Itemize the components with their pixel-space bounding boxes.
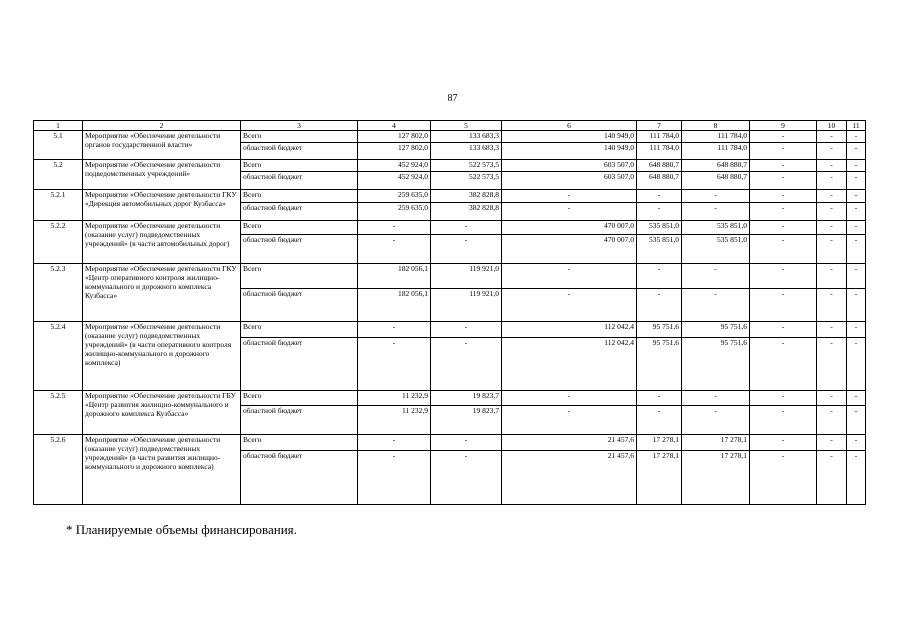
amount-cell: - xyxy=(502,203,637,221)
amount-cell: - xyxy=(750,190,817,203)
column-number: 8 xyxy=(682,121,750,131)
amount-cell: - xyxy=(431,338,502,391)
funding-source: областной бюджет xyxy=(241,143,358,160)
row-number: 5.2.2 xyxy=(34,221,83,264)
activity-name: Мероприятие «Обеспечение деятельности ГБУ «Центр развития жилищно-коммунального и дорожного комплекса Кузбасса» xyxy=(83,391,241,435)
amount-cell: - xyxy=(682,289,750,322)
amount-cell: - xyxy=(502,264,637,289)
amount-cell: - xyxy=(750,160,817,172)
amount-cell: 133 683,3 xyxy=(431,143,502,160)
amount-cell: 11 232,9 xyxy=(358,391,431,406)
amount-cell: - xyxy=(847,338,866,391)
activity-name: Мероприятие «Обеспечение деятельности ГКУ «Дирекция автомобильных дорог Кузбасса» xyxy=(83,190,241,221)
amount-cell: 382 828,8 xyxy=(431,203,502,221)
amount-cell: 17 278,1 xyxy=(637,451,682,505)
amount-cell: - xyxy=(358,221,431,235)
row-number: 5.2.3 xyxy=(34,264,83,322)
table-row xyxy=(34,190,866,203)
amount-cell: - xyxy=(431,322,502,338)
table-row xyxy=(34,435,866,451)
amount-cell: 140 949,0 xyxy=(502,143,637,160)
amount-cell: - xyxy=(817,338,847,391)
amount-cell: 21 457,6 xyxy=(502,435,637,451)
amount-cell: - xyxy=(817,451,847,505)
row-number: 5.2.4 xyxy=(34,322,83,391)
amount-cell: - xyxy=(847,131,866,143)
amount-cell: 95 751,6 xyxy=(682,338,750,391)
amount-cell: 112 042,4 xyxy=(502,338,637,391)
amount-cell: 127 802,0 xyxy=(358,131,431,143)
amount-cell: - xyxy=(847,289,866,322)
table-row xyxy=(34,221,866,235)
amount-cell: 535 851,0 xyxy=(682,235,750,264)
amount-cell: - xyxy=(817,203,847,221)
amount-cell: - xyxy=(502,190,637,203)
amount-cell: - xyxy=(847,235,866,264)
amount-cell: - xyxy=(637,289,682,322)
amount-cell: 648 880,7 xyxy=(637,160,682,172)
funding-source: областной бюджет xyxy=(241,172,358,190)
amount-cell: 19 823,7 xyxy=(431,391,502,406)
amount-cell: - xyxy=(847,221,866,235)
amount-cell: - xyxy=(431,235,502,264)
activity-name: Мероприятие «Обеспечение деятельности подведомственных учреждений» xyxy=(83,160,241,190)
amount-cell: - xyxy=(750,435,817,451)
table-body xyxy=(34,121,866,505)
column-number: 3 xyxy=(241,121,358,131)
amount-cell: - xyxy=(847,203,866,221)
row-number: 5.2 xyxy=(34,160,83,190)
funding-source: Всего xyxy=(241,221,358,235)
amount-cell: - xyxy=(358,322,431,338)
amount-cell: 133 683,3 xyxy=(431,131,502,143)
amount-cell: - xyxy=(750,322,817,338)
amount-cell: - xyxy=(750,172,817,190)
amount-cell: - xyxy=(750,143,817,160)
amount-cell: 95 751,6 xyxy=(637,322,682,338)
amount-cell: - xyxy=(750,203,817,221)
amount-cell: 182 056,1 xyxy=(358,264,431,289)
funding-source: Всего xyxy=(241,264,358,289)
amount-cell: 648 880,7 xyxy=(637,172,682,190)
amount-cell: - xyxy=(682,406,750,435)
amount-cell: 111 784,0 xyxy=(637,131,682,143)
funding-source: Всего xyxy=(241,190,358,203)
amount-cell: 535 851,0 xyxy=(682,221,750,235)
amount-cell: - xyxy=(817,289,847,322)
amount-cell: - xyxy=(750,235,817,264)
funding-source: Всего xyxy=(241,131,358,143)
funding-source: областной бюджет xyxy=(241,203,358,221)
amount-cell: - xyxy=(750,391,817,406)
amount-cell: 119 921,0 xyxy=(431,264,502,289)
amount-cell: - xyxy=(847,322,866,338)
amount-cell: - xyxy=(682,391,750,406)
table-row xyxy=(34,322,866,338)
amount-cell: - xyxy=(750,221,817,235)
amount-cell: - xyxy=(358,435,431,451)
column-number: 4 xyxy=(358,121,431,131)
amount-cell: 382 828,8 xyxy=(431,190,502,203)
amount-cell: 111 784,0 xyxy=(682,131,750,143)
amount-cell: - xyxy=(682,264,750,289)
amount-cell: 452 924,0 xyxy=(358,160,431,172)
amount-cell: - xyxy=(817,435,847,451)
row-number: 5.2.1 xyxy=(34,190,83,221)
row-number: 5.2.5 xyxy=(34,391,83,435)
amount-cell: 111 784,0 xyxy=(637,143,682,160)
amount-cell: 111 784,0 xyxy=(682,143,750,160)
funding-source: Всего xyxy=(241,160,358,172)
amount-cell: - xyxy=(847,391,866,406)
amount-cell: - xyxy=(817,221,847,235)
activity-name: Мероприятие «Обеспечение деятельности (оказание услуг) подведомственных учреждений» (в части автомобильных дорог) xyxy=(83,221,241,264)
amount-cell: 522 573,5 xyxy=(431,160,502,172)
amount-cell: 470 007,0 xyxy=(502,235,637,264)
amount-cell: - xyxy=(750,264,817,289)
column-number: 11 xyxy=(847,121,866,131)
column-number: 2 xyxy=(83,121,241,131)
activity-name: Мероприятие «Обеспечение деятельности ГКУ «Центр оперативного контроля жилищно-коммунального и дорожного комплекса Кузбасса» xyxy=(83,264,241,322)
amount-cell: 140 949,0 xyxy=(502,131,637,143)
page-number: 87 xyxy=(447,93,458,104)
amount-cell: 535 851,0 xyxy=(637,235,682,264)
amount-cell: - xyxy=(817,131,847,143)
table-row xyxy=(34,391,866,406)
amount-cell: - xyxy=(847,172,866,190)
column-number: 7 xyxy=(637,121,682,131)
activity-name: Мероприятие «Обеспечение деятельности органов государственной власти» xyxy=(83,131,241,160)
funding-source: областной бюджет xyxy=(241,338,358,391)
financing-table xyxy=(33,120,866,505)
amount-cell: 21 457,6 xyxy=(502,451,637,505)
amount-cell: - xyxy=(431,435,502,451)
funding-source: Всего xyxy=(241,391,358,406)
amount-cell: 603 507,0 xyxy=(502,160,637,172)
amount-cell: - xyxy=(637,264,682,289)
amount-cell: - xyxy=(750,289,817,322)
amount-cell: - xyxy=(637,190,682,203)
amount-cell: - xyxy=(358,451,431,505)
amount-cell: - xyxy=(358,235,431,264)
column-number: 5 xyxy=(431,121,502,131)
amount-cell: 522 573,5 xyxy=(431,172,502,190)
funding-source: Всего xyxy=(241,322,358,338)
amount-cell: - xyxy=(817,322,847,338)
amount-cell: - xyxy=(637,406,682,435)
amount-cell: - xyxy=(817,235,847,264)
funding-source: областной бюджет xyxy=(241,235,358,264)
amount-cell: - xyxy=(682,190,750,203)
footnote: * Планируемые объемы финансирования. xyxy=(66,522,297,537)
amount-cell: - xyxy=(637,203,682,221)
amount-cell: - xyxy=(817,172,847,190)
amount-cell: 259 635,0 xyxy=(358,190,431,203)
amount-cell: - xyxy=(817,391,847,406)
column-number-row xyxy=(34,121,866,131)
amount-cell: - xyxy=(431,221,502,235)
table-row xyxy=(34,264,866,289)
amount-cell: - xyxy=(847,406,866,435)
amount-cell: 648 880,7 xyxy=(682,160,750,172)
amount-cell: - xyxy=(817,190,847,203)
amount-cell: - xyxy=(502,391,637,406)
amount-cell: - xyxy=(431,451,502,505)
amount-cell: 535 851,0 xyxy=(637,221,682,235)
row-number: 5.1 xyxy=(34,131,83,160)
funding-source: областной бюджет xyxy=(241,451,358,505)
table-row xyxy=(34,131,866,143)
amount-cell: - xyxy=(847,143,866,160)
amount-cell: 95 751,6 xyxy=(682,322,750,338)
amount-cell: - xyxy=(847,190,866,203)
amount-cell: - xyxy=(847,435,866,451)
amount-cell: 95 751,6 xyxy=(637,338,682,391)
amount-cell: 259 635,0 xyxy=(358,203,431,221)
amount-cell: - xyxy=(817,406,847,435)
column-number: 10 xyxy=(817,121,847,131)
amount-cell: 119 921,0 xyxy=(431,289,502,322)
column-number: 1 xyxy=(34,121,83,131)
funding-source: Всего xyxy=(241,435,358,451)
amount-cell: 648 880,7 xyxy=(682,172,750,190)
amount-cell: - xyxy=(847,264,866,289)
amount-cell: - xyxy=(502,406,637,435)
activity-name: Мероприятие «Обеспечение деятельности (оказание услуг) подведомственных учреждений» (в части развития жилищно-коммунального и дорожного комплекса) xyxy=(83,435,241,505)
amount-cell: 452 924,0 xyxy=(358,172,431,190)
amount-cell: 470 007,0 xyxy=(502,221,637,235)
amount-cell: - xyxy=(750,338,817,391)
column-number: 9 xyxy=(750,121,817,131)
amount-cell: 17 278,1 xyxy=(682,435,750,451)
amount-cell: - xyxy=(817,143,847,160)
funding-source: областной бюджет xyxy=(241,406,358,435)
row-number: 5.2.6 xyxy=(34,435,83,505)
amount-cell: - xyxy=(817,264,847,289)
amount-cell: - xyxy=(847,160,866,172)
amount-cell: - xyxy=(502,289,637,322)
funding-source: областной бюджет xyxy=(241,289,358,322)
amount-cell: 182 056,1 xyxy=(358,289,431,322)
activity-name: Мероприятие «Обеспечение деятельности (оказание услуг) подведомственных учреждений» (в части оперативного контроля жилищно-коммунального и дорожного комплекса) xyxy=(83,322,241,391)
amount-cell: 112 042,4 xyxy=(502,322,637,338)
amount-cell: - xyxy=(358,338,431,391)
amount-cell: - xyxy=(750,131,817,143)
table-row xyxy=(34,160,866,172)
column-number: 6 xyxy=(502,121,637,131)
amount-cell: 127 802,0 xyxy=(358,143,431,160)
amount-cell: - xyxy=(682,203,750,221)
amount-cell: - xyxy=(847,451,866,505)
amount-cell: 19 823,7 xyxy=(431,406,502,435)
amount-cell: 17 278,1 xyxy=(637,435,682,451)
amount-cell: - xyxy=(750,451,817,505)
amount-cell: 11 232,9 xyxy=(358,406,431,435)
amount-cell: 17 278,1 xyxy=(682,451,750,505)
amount-cell: 603 507,0 xyxy=(502,172,637,190)
amount-cell: - xyxy=(637,391,682,406)
amount-cell: - xyxy=(750,406,817,435)
amount-cell: - xyxy=(817,160,847,172)
